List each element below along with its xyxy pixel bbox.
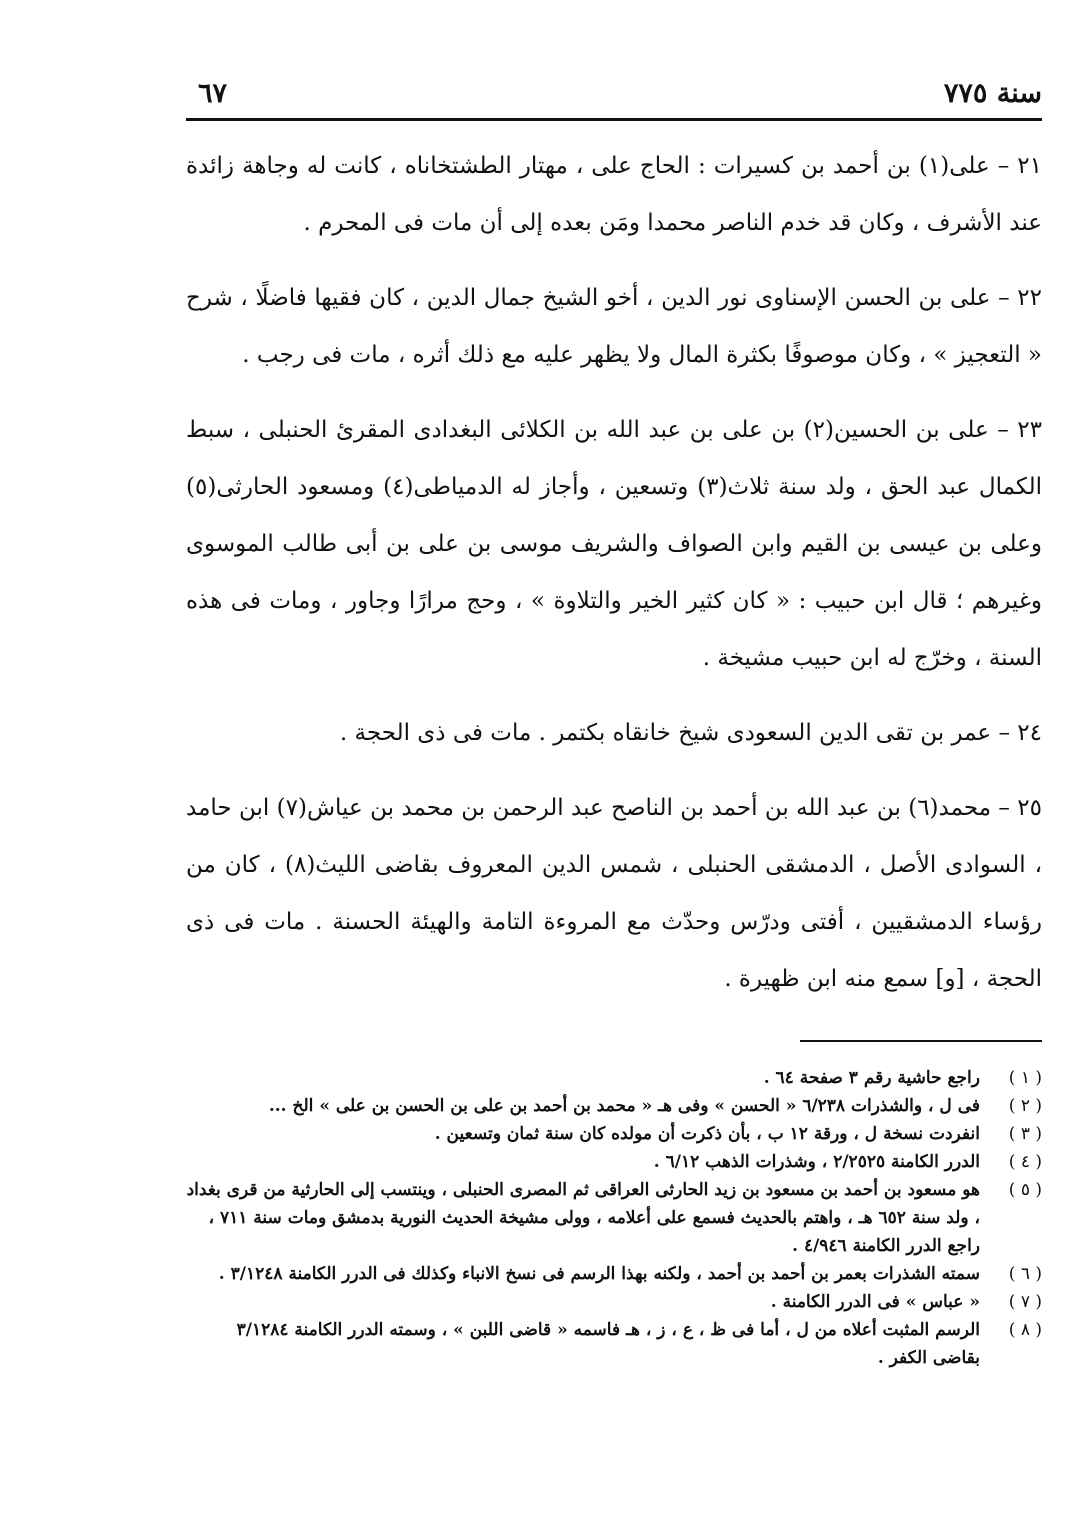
entry-23: ٢٣ – على بن الحسين(٢) بن على بن عبد الله بن الكلائى البغدادى المقرئ الحنبلى ، سبط الكمال عبد الحق ، ولد سنة ثلاث(٣) وتسعين ، وأجاز له الدمياطى(٤) ومسعود الحارثى(٥) وعلى بن عيسى بن القيم وابن الصواف والشريف موسى بن على بن أبى طالب الموسوى وغيرهم ؛ قال ابن حبيب : « كان كثير الخير والتلاوة » ، وحج مرارًا وجاور ، ومات فى هذه السنة ، وخرّج له ابن حبيب مشيخة .	[186, 417, 1042, 671]
footnote-text: راجع حاشية رقم ٣ صفحة ٦٤ .	[763, 1068, 980, 1088]
footnote-1	[186, 1064, 1042, 1092]
footnote-8	[186, 1316, 1042, 1372]
page-number: ٦٧	[198, 78, 228, 109]
footnote-text: « عباس » فى الدرر الكامنة .	[770, 1292, 980, 1312]
entry-24: ٢٤ – عمر بن تقى الدين السعودى شيخ خانقاه بكتمر . مات فى ذى الحجة .	[339, 720, 1042, 746]
footnote-mark: ( ٥ )	[1008, 1180, 1042, 1200]
footnote-text: فى ل ، والشذرات ٦/٢٣٨ « الحسن » وفى هـ « محمد بن أحمد بن على بن الحسن بن على » الخ ...	[268, 1096, 980, 1116]
footnote-5	[186, 1176, 1042, 1260]
footnotes	[186, 1064, 1042, 1372]
footnote-mark: ( ٢ )	[1008, 1096, 1042, 1116]
footnote-text: انفردت نسخة ل ، ورقة ١٢ ب ، بأن ذكرت أن مولده كان سنة ثمان وتسعين .	[434, 1124, 980, 1144]
footnote-mark: ( ٤ )	[1008, 1152, 1042, 1172]
footnote-3	[186, 1120, 1042, 1148]
footnote-mark: ( ٧ )	[1008, 1292, 1042, 1312]
footnote-text: هو مسعود بن أحمد بن مسعود بن زيد الحارثى العراقى ثم المصرى الحنبلى ، وينتسب إلى الحارثية من قرى بغداد ، ولد سنة ٦٥٢ هـ ، واهتم بالحديث فسمع على أعلامه ، وولى مشيخة الحديث النورية بدمشق ومات سنة ٧١١ ، راجع الدرر الكامنة ٤/٩٤٦ .	[186, 1180, 980, 1256]
footnote-2	[186, 1092, 1042, 1120]
header-year: سنة ٧٧٥	[943, 78, 1042, 109]
main-text	[186, 138, 1042, 1026]
footnote-rule	[800, 1040, 1042, 1042]
entry-22: ٢٢ – على بن الحسن الإسناوى نور الدين ، أخو الشيخ جمال الدين ، كان فقيها فاضلًا ، شرح « التعجيز » ، وكان موصوفًا بكثرة المال ولا يظهر عليه مع ذلك أثره ، مات فى رجب .	[186, 285, 1042, 368]
footnote-4	[186, 1148, 1042, 1176]
footnote-mark: ( ١ )	[1008, 1068, 1042, 1088]
footnote-mark: ( ٣ )	[1008, 1124, 1042, 1144]
footnote-mark: ( ٦ )	[1008, 1264, 1042, 1284]
footnote-text: سمته الشذرات بعمر بن أحمد بن أحمد ، ولكنه بهذا الرسم فى نسخ الانباء وكذلك فى الدرر الكامنة ٣/١٢٤٨ .	[218, 1264, 980, 1284]
footnote-7	[186, 1288, 1042, 1316]
running-header	[186, 78, 1042, 118]
footnote-mark: ( ٨ )	[1008, 1320, 1042, 1340]
entry-21: ٢١ – على(١) بن أحمد بن كسيرات : الحاج على ، مهتار الطشتخاناه ، كانت له وجاهة زائدة عند الأشرف ، وكان قد خدم الناصر محمدا ومَن بعده إلى أن مات فى المحرم .	[186, 153, 1043, 236]
footnote-text: الدرر الكامنة ٢/٢٥٢٥ ، وشذرات الذهب ٦/١٢ .	[653, 1152, 980, 1172]
header-rule	[186, 118, 1042, 121]
entry-25: ٢٥ – محمد(٦) بن عبد الله بن أحمد بن الناصح عبد الرحمن بن محمد بن عياش(٧) ابن حامد ، السوادى الأصل ، الدمشقى الحنبلى ، شمس الدين المعروف بقاضى الليث(٨) ، كان من رؤساء الدمشقيين ، أفتى ودرّس وحدّث مع المروءة التامة والهيئة الحسنة . مات فى ذى الحجة ، [و] سمع منه ابن ظهيرة .	[186, 795, 1043, 992]
footnote-text: الرسم المثبت أعلاه من ل ، أما فى ظ ، ع ، ز ، هـ فاسمه « قاضى اللبن » ، وسمته الدرر الكامنة ٣/١٢٨٤ بقاضى الكفر .	[236, 1320, 980, 1368]
footnote-6	[186, 1260, 1042, 1288]
